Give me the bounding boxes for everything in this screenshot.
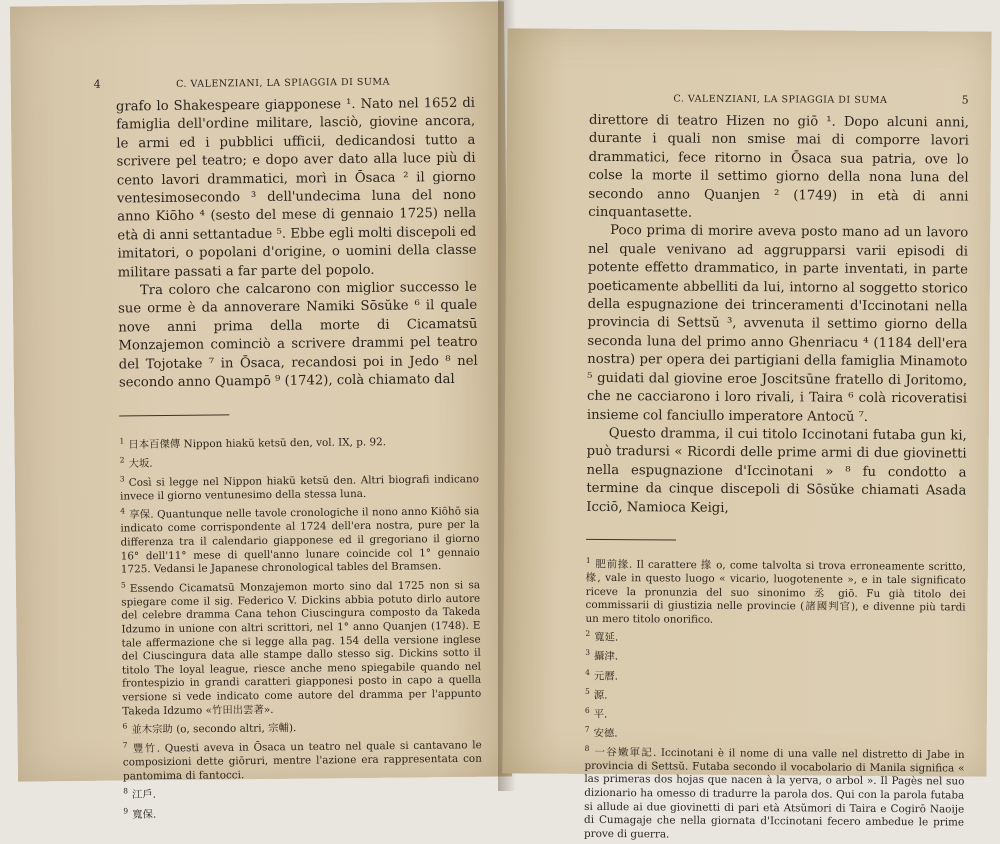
body-text [116,95,478,393]
footnote: $^8$ 一谷嫩軍記. Iccinotani è il nome di una valle nel distretto di Jabe in provincia di Settsŭ. Futaba secondo il vocabolario di Manila significa « las primeras dos hojas que nacen à la yerva, o arbol ». Il Pagès nel suo dizionario ha omesso di tradurre la parola dos. Qui con la parola futaba si allude ai due giovinetti di pari età Atsŭmori di Taira e Cogirō Naoije di Cumagaje che nella giornata d'Iccinotani fecero ambedue le prime prove di guerra. [583,743,965,841]
footnote: $^3$ Così si legge nel Nippon hiakŭ ketsŭ den. Altri biografi indicano invece il giorno ventunesimo della stessa luna. [119,472,479,503]
footnote: $^5$ 源. [584,686,608,702]
running-head [589,91,969,107]
footnote: $^3$ 攝津. [585,648,619,664]
running-title: C. VALENZIANI, LA SPIAGGIA DI SUMA [176,76,391,90]
paragraph: Poco prima di morire aveva posto mano ad un lavoro nel quale venivano ad aggrupparsi varii episodi di potente effetto drammatico, in parte inventati, in parte poeticamente abbelliti da lui, intorno al soggetto storico della espugnazione dei trinceramenti d'Iccinotani nella provincia di Settsŭ ³, avvenuta il settimo giorno della seconda luna del primo anno Ghenriacu ⁴ (1184 dell'era nostra) per opera dei partigiani della famiglia Minamoto ⁵ guidati dal giovine eroe Joscitsūne fratello di Joritomo, che ne cacciarono i loro rivali, i Taira ⁶ colà ricoveratisi insieme col fanciullo imperatore Antocŭ ⁷. [586,223,969,425]
footnote: $^1$ 肥前掾. Il carattere 掾 o, come talvolta si trova erroneamente scritto, 椽, vale in questo luogo « vicario, luogotenente », e in tale significato riceve la pronunzia del suo sinonimo 丞 giō. Fu già titolo dei commissarii di giustizia nelle provincie (諸國判官), e divenne più tardi un mero titolo onorifico. [585,555,966,626]
footnote: $^4$ 元曆. [585,667,619,683]
footnote-rule [586,539,676,541]
body-text [586,112,969,520]
footnote: $^6$ 平. [584,705,608,721]
right-page [502,28,991,841]
footnote-rule [119,414,229,416]
footnote: $^2$ 大坂. [119,454,153,470]
paragraph: Questo dramma, il cui titolo Iccinotani futaba gun ki, può tradursi « Ricordi delle prime armi di due giovinetti nella espugnazione d'Iccinotani » ⁸ fu condotto a termine da cinque discepoli di Sōsŭke chiamati Asada Icciō, Namioca Keigi, [586,425,967,516]
footnote: $^2$ 寬延. [585,629,619,644]
footnotes [584,554,966,844]
running-head [94,74,475,91]
footnote: $^6$ 並木宗助 (o, secondo altri, 宗輔). [122,721,297,736]
footnote: $^8$ 江戶. [123,786,157,802]
paragraph: grafo lo Shakespeare giapponese ¹. Nato nel 1652 di famiglia dell'ordine militare, lasciò, giovine ancora, le armi ed i pubblici ufficii, dedicandosi tutto a scrivere pel teatro; e dopo aver dato alla luce più di cento lavori drammatici, morì in Ōsaca ² il giorno ventesimosecondo ³ dell'undecima luna del nono anno Kiōho ⁴ (sesto del mese di gennaio 1725) nella età di anni settantadue ⁵. Ebbe egli molti discepoli ed imitatori, o popolani d'origine, o uomini della classe militare passati a far parte del popolo. [115,95,477,281]
paragraph: direttore di teatro Hizen no giō ¹. Dopo alcuni anni, durante i quali non smise mai di comporre lavori drammatici, fece ritorno in Ōsaca sua patria, ove lo colse la morte il settimo giorno della nona luna del secondo anno Quanjen ² (1749) in età di anni cinquantasette. [588,112,970,221]
footnote: $^4$ 享保. Quantunque nelle tavole cronologiche il nono anno Kiōhō sia indicato come corrispondente al 1724 dell'era nostra, pure per la differenza tra il calendario giapponese ed il gregoriano il giorno 16° dell'11° mese di quell'anno lunare coincide col 1° gennaio 1725. Vedansi le Japanese chronological tables del Bramsen. [120,505,480,576]
paragraph: Tra coloro che calcarono con miglior successo le sue orme è da annoverare Namiki Sōsŭke ⁶ il quale nove anni prima della morte di Cicamatsū Monzajemon cominciò a scrivere drammi pel teatro del Tojotake ⁷ in Ōsaca, recandosi poi in Jedo ⁸ nel secondo anno Quampō ⁹ (1742), colà chiamato dal [118,279,478,391]
left-page [10,1,512,821]
page-number: 4 [93,77,102,91]
footnotes [119,430,482,822]
page-number: 5 [961,93,970,107]
footnote: $^7$ 豐竹. Questi aveva in Ōsaca un teatro nel quale si cantavano le composizioni dette giōruri, mentre l'azione era rappresentata con pantomima di fantocci. [122,739,482,783]
footnote: $^5$ Essendo Cicamatsū Monzajemon morto sino dal 1725 non si sa spiegare come il sig. Federico V. Dickins abbia potuto dirlo autore del celebre dramma Cana tehon Ciuscingura composto da Takeda Idzumo in unione con altri scrittori, nel 1° anno Quanjen (1748). E tale affermazione che si legge alla pag. 154 della versione inglese del Ciuscingura data alle stampe dallo stesso sig. Dickins sotto il titolo The loyal league, riesce anche meno spiegabile quando nel frontespizio in grandi caratteri giapponesi posto in capo a quella versione si vede indicato come autore del dramma per l'appunto Takeda Idzumo «竹田出雲著». [120,578,482,718]
running-title: C. VALENZIANI, LA SPIAGGIA DI SUMA [673,93,888,106]
footnote: $^9$ 寬保. [123,805,157,821]
footnote: $^1$ 日本百傑傳 Nippon hiakŭ ketsŭ den, vol. IX, p. 92. [119,435,387,451]
footnote: $^7$ 安德. [584,724,618,740]
